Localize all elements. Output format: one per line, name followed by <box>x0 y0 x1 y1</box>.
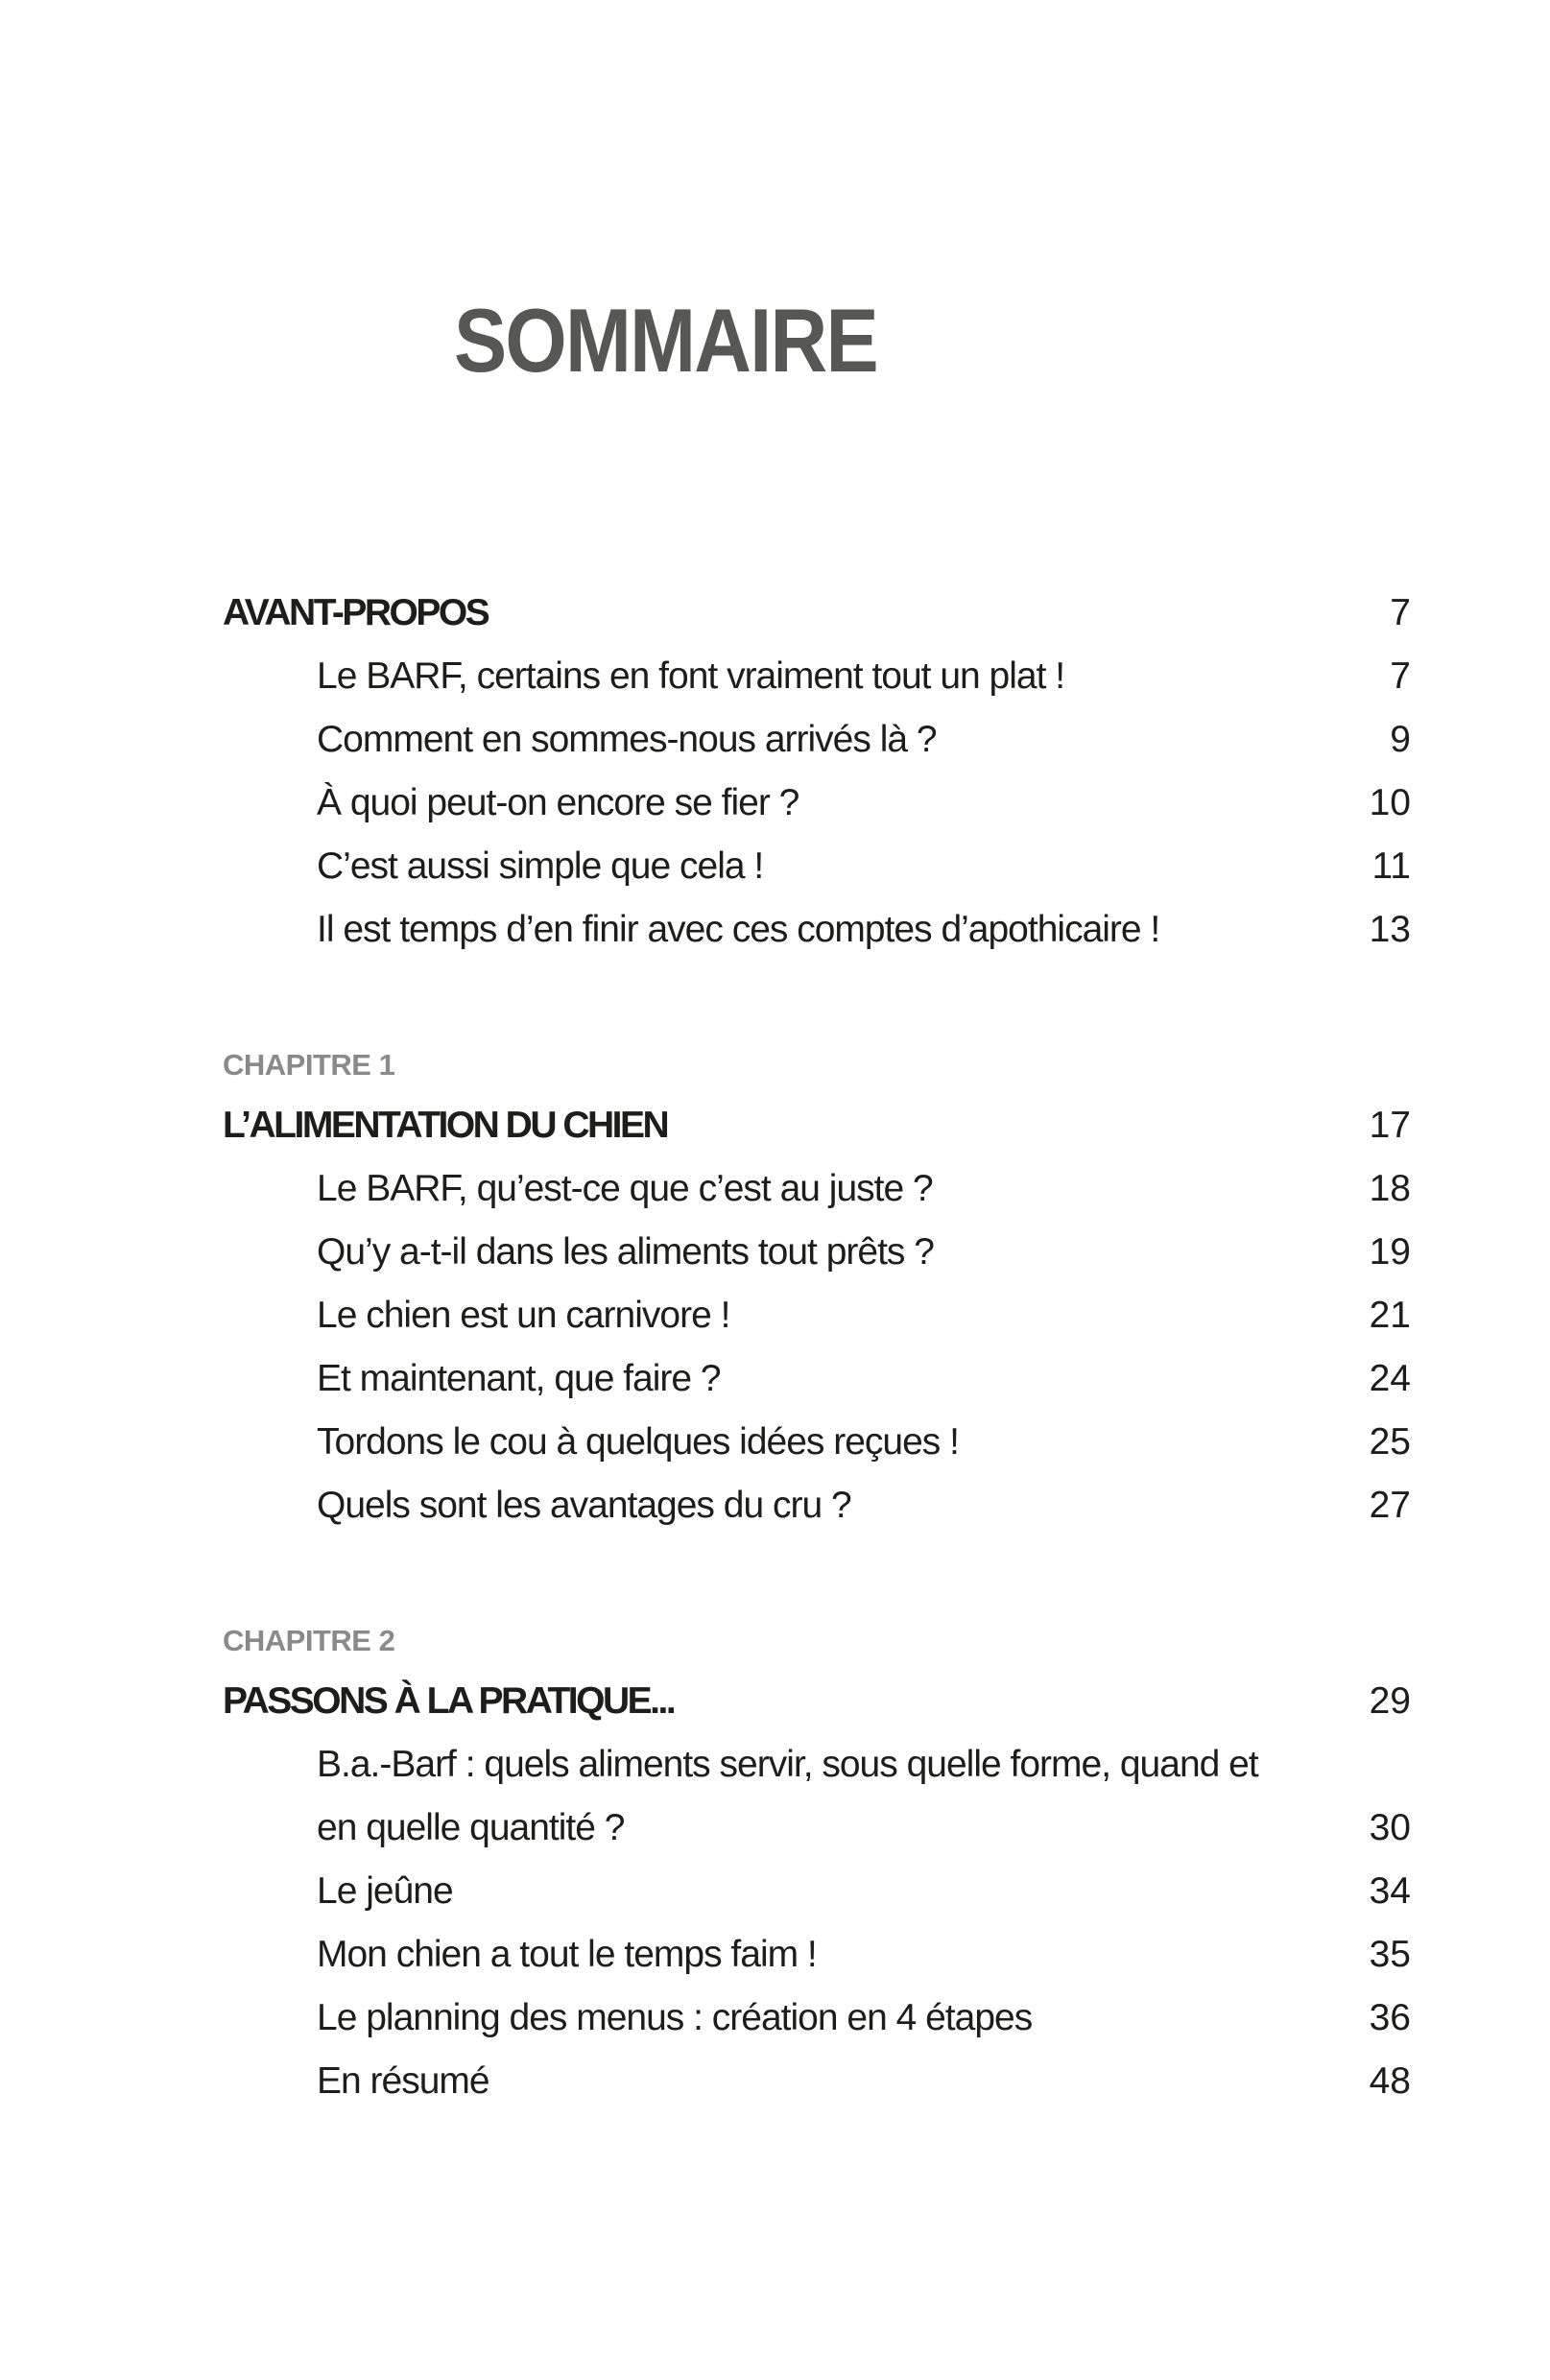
toc-entry <box>223 708 1411 772</box>
entry-label: en quelle quantité ? <box>317 1807 625 1848</box>
entry-page: 24 <box>1369 1358 1411 1399</box>
toc-entry <box>223 1860 1411 1923</box>
toc-entry <box>223 645 1411 708</box>
entry-label: Le jeûne <box>317 1870 453 1912</box>
entry-page: 34 <box>1369 1870 1411 1912</box>
toc-entry-line1 <box>223 1733 1411 1797</box>
entry-page: 13 <box>1369 909 1411 950</box>
entry-label: Le chien est un carnivore ! <box>317 1295 730 1336</box>
toc-entry <box>223 835 1411 898</box>
heading-page: 7 <box>1390 592 1411 633</box>
toc-entry <box>223 1221 1411 1284</box>
section-heading <box>223 582 1411 645</box>
toc-entry <box>223 772 1411 835</box>
entry-page: 25 <box>1369 1421 1411 1463</box>
page-title: SOMMAIRE <box>454 290 877 391</box>
entry-page: 36 <box>1369 1997 1411 2038</box>
entry-label: Mon chien a tout le temps faim ! <box>317 1934 817 1975</box>
heading-page: 17 <box>1369 1105 1411 1146</box>
toc-entry <box>223 1923 1411 1987</box>
entry-label: Quels sont les avantages du cru ? <box>317 1485 851 1526</box>
entry-label: En résumé <box>317 2060 489 2102</box>
toc-entry <box>223 1347 1411 1411</box>
entry-label: Le BARF, qu’est-ce que c’est au juste ? <box>317 1168 933 1209</box>
entry-page: 11 <box>1371 845 1411 887</box>
entry-label: Le BARF, certains en font vraiment tout un plat ! <box>317 655 1065 697</box>
section-heading <box>223 1670 1411 1733</box>
entry-page: 7 <box>1390 655 1411 697</box>
chapter-label: CHAPITRE 1 <box>223 1048 395 1082</box>
entry-page: 30 <box>1369 1807 1411 1848</box>
entry-label: B.a.-Barf : quels aliments servir, sous quelle forme, quand et <box>317 1744 1258 1785</box>
toc-entry <box>223 1987 1411 2050</box>
toc-entry <box>223 898 1411 962</box>
entry-page: 10 <box>1369 782 1411 823</box>
entry-label: Et maintenant, que faire ? <box>317 1358 721 1399</box>
entry-page: 48 <box>1369 2060 1411 2102</box>
heading-page: 29 <box>1369 1680 1411 1722</box>
entry-label: À quoi peut-on encore se fier ? <box>317 782 799 823</box>
entry-label: C’est aussi simple que cela ! <box>317 845 764 887</box>
table-of-contents <box>223 582 1411 2113</box>
entry-page: 9 <box>1390 719 1411 760</box>
heading-label: AVANT-PROPOS <box>223 592 489 633</box>
toc-entry-line2 <box>223 1797 1411 1860</box>
entry-label: Qu’y a-t-il dans les aliments tout prêts ? <box>317 1231 934 1273</box>
entry-label: Il est temps d’en finir avec ces comptes d’apothicaire ! <box>317 909 1160 950</box>
heading-label: PASSONS À LA PRATIQUE... <box>223 1680 675 1722</box>
toc-entry <box>223 1474 1411 1537</box>
entry-page: 19 <box>1369 1231 1411 1273</box>
section-heading <box>223 1094 1411 1157</box>
toc-entry <box>223 1284 1411 1347</box>
entry-label: Le planning des menus : création en 4 étapes <box>317 1997 1033 2038</box>
toc-entry <box>223 1157 1411 1221</box>
chapter-label: CHAPITRE 2 <box>223 1624 395 1657</box>
entry-label: Comment en sommes-nous arrivés là ? <box>317 719 937 760</box>
heading-label: L’ALIMENTATION DU CHIEN <box>223 1105 668 1146</box>
entry-page: 27 <box>1369 1485 1411 1526</box>
toc-entry <box>223 2050 1411 2113</box>
toc-entry <box>223 1411 1411 1474</box>
entry-label: Tordons le cou à quelques idées reçues ! <box>317 1421 959 1463</box>
entry-page: 18 <box>1369 1168 1411 1209</box>
entry-page: 21 <box>1369 1295 1411 1336</box>
entry-page: 35 <box>1369 1934 1411 1975</box>
